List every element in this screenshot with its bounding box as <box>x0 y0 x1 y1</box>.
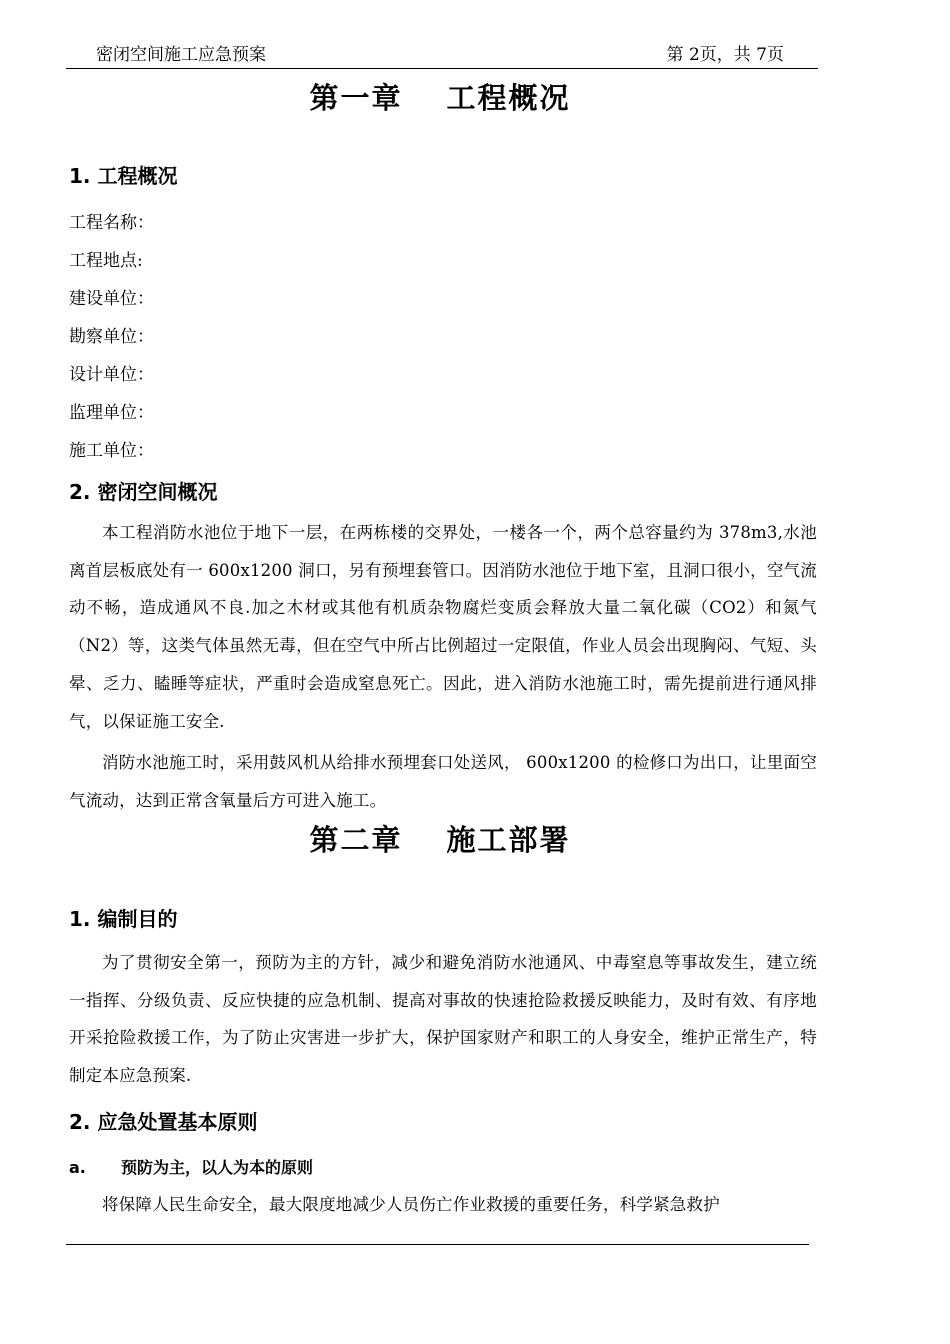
field-design-unit: 设计单位： <box>69 365 154 385</box>
field-project-location: 工程地点: <box>69 251 143 271</box>
field-owner: 建设单位： <box>69 289 154 309</box>
field-construction-unit: 施工单位： <box>69 441 154 461</box>
chapter-1-heading <box>0 76 880 117</box>
chapter-2-number: 第二章 <box>309 823 403 857</box>
field-survey-unit: 勘察单位： <box>69 327 154 347</box>
chapter-1-title: 工程概况 <box>446 81 571 115</box>
section-2-2-heading <box>69 1106 257 1135</box>
header-doc-title: 密闭空间施工应急预案 <box>96 45 266 65</box>
page-header <box>66 36 818 69</box>
section-2-2-title: 应急处置基本原则 <box>97 1110 258 1134</box>
field-supervision-unit: 监理单位： <box>69 403 154 423</box>
chapter-2-title: 施工部署 <box>446 823 571 857</box>
section-2-1-heading <box>69 903 177 932</box>
paragraph-ventilation-method: 消防水池施工时，采用鼓风机从给排水预埋套口处送风， 600x1200 的检修口为出口，让里面空气流动，达到正常含氧量后方可进入施工。 <box>69 753 817 810</box>
footer-rule <box>66 1244 809 1245</box>
paragraph-confined-space-overview: 本工程消防水池位于地下一层，在两栋楼的交界处，一楼各一个，两个总容量约为 378m3,水池离首层板底处有一 600x1200 洞口，另有预埋套管口。因消防水池位于地下室，且洞口很小，空气流动不畅，造成通风不良.加之木材或其他有机质杂物腐烂变质会释放大量二氧化碳（CO2）和氮气（N2）等，这类气体虽然无毒，但在空气中所占比例超过一定限值，作业人员会出现胸闷、气短、头晕、乏力、瞌睡等症状，严重时会造成窒息死亡。因此，进入消防水池施工时，需先提前进行通风排气，以保证施工安全. <box>69 523 817 731</box>
subsection-a-heading <box>69 1155 313 1178</box>
section-1-2-title: 密闭空间概况 <box>97 480 218 504</box>
paragraph-principle-a: 将保障人民生命安全，最大限度地减少人员伤亡作业救援的重要任务，科学紧急救护 <box>102 1195 720 1214</box>
section-1-2-number: 2. <box>69 480 91 504</box>
paragraph-purpose: 为了贯彻安全第一，预防为主的方针，减少和避免消防水池通风、中毒窒息等事故发生，建立统一指挥、分级负责、反应快捷的应急机制、提高对事故的快速抢险救援反映能力，及时有效、有序地开采抢险救援工作，为了防止灾害进一步扩大，保护国家财产和职工的人身安全，维护正常生产，特制定本应急预案. <box>69 953 817 1086</box>
header-page-info: 第 2页，共 7页 <box>666 45 784 65</box>
section-1-1-heading <box>69 160 177 189</box>
chapter-2-heading <box>0 818 880 859</box>
subsection-a-title: 预防为主，以人为本的原则 <box>121 1158 314 1177</box>
field-project-name: 工程名称： <box>69 213 154 233</box>
section-2-2-number: 2. <box>69 1110 91 1134</box>
section-1-1-number: 1. <box>69 164 91 188</box>
chapter-1-number: 第一章 <box>309 81 403 115</box>
section-2-1-title: 编制目的 <box>97 907 178 931</box>
section-2-1-number: 1. <box>69 907 91 931</box>
section-1-1-title: 工程概况 <box>97 164 178 188</box>
subsection-a-marker: a. <box>69 1158 86 1177</box>
section-1-2-heading <box>69 476 217 505</box>
